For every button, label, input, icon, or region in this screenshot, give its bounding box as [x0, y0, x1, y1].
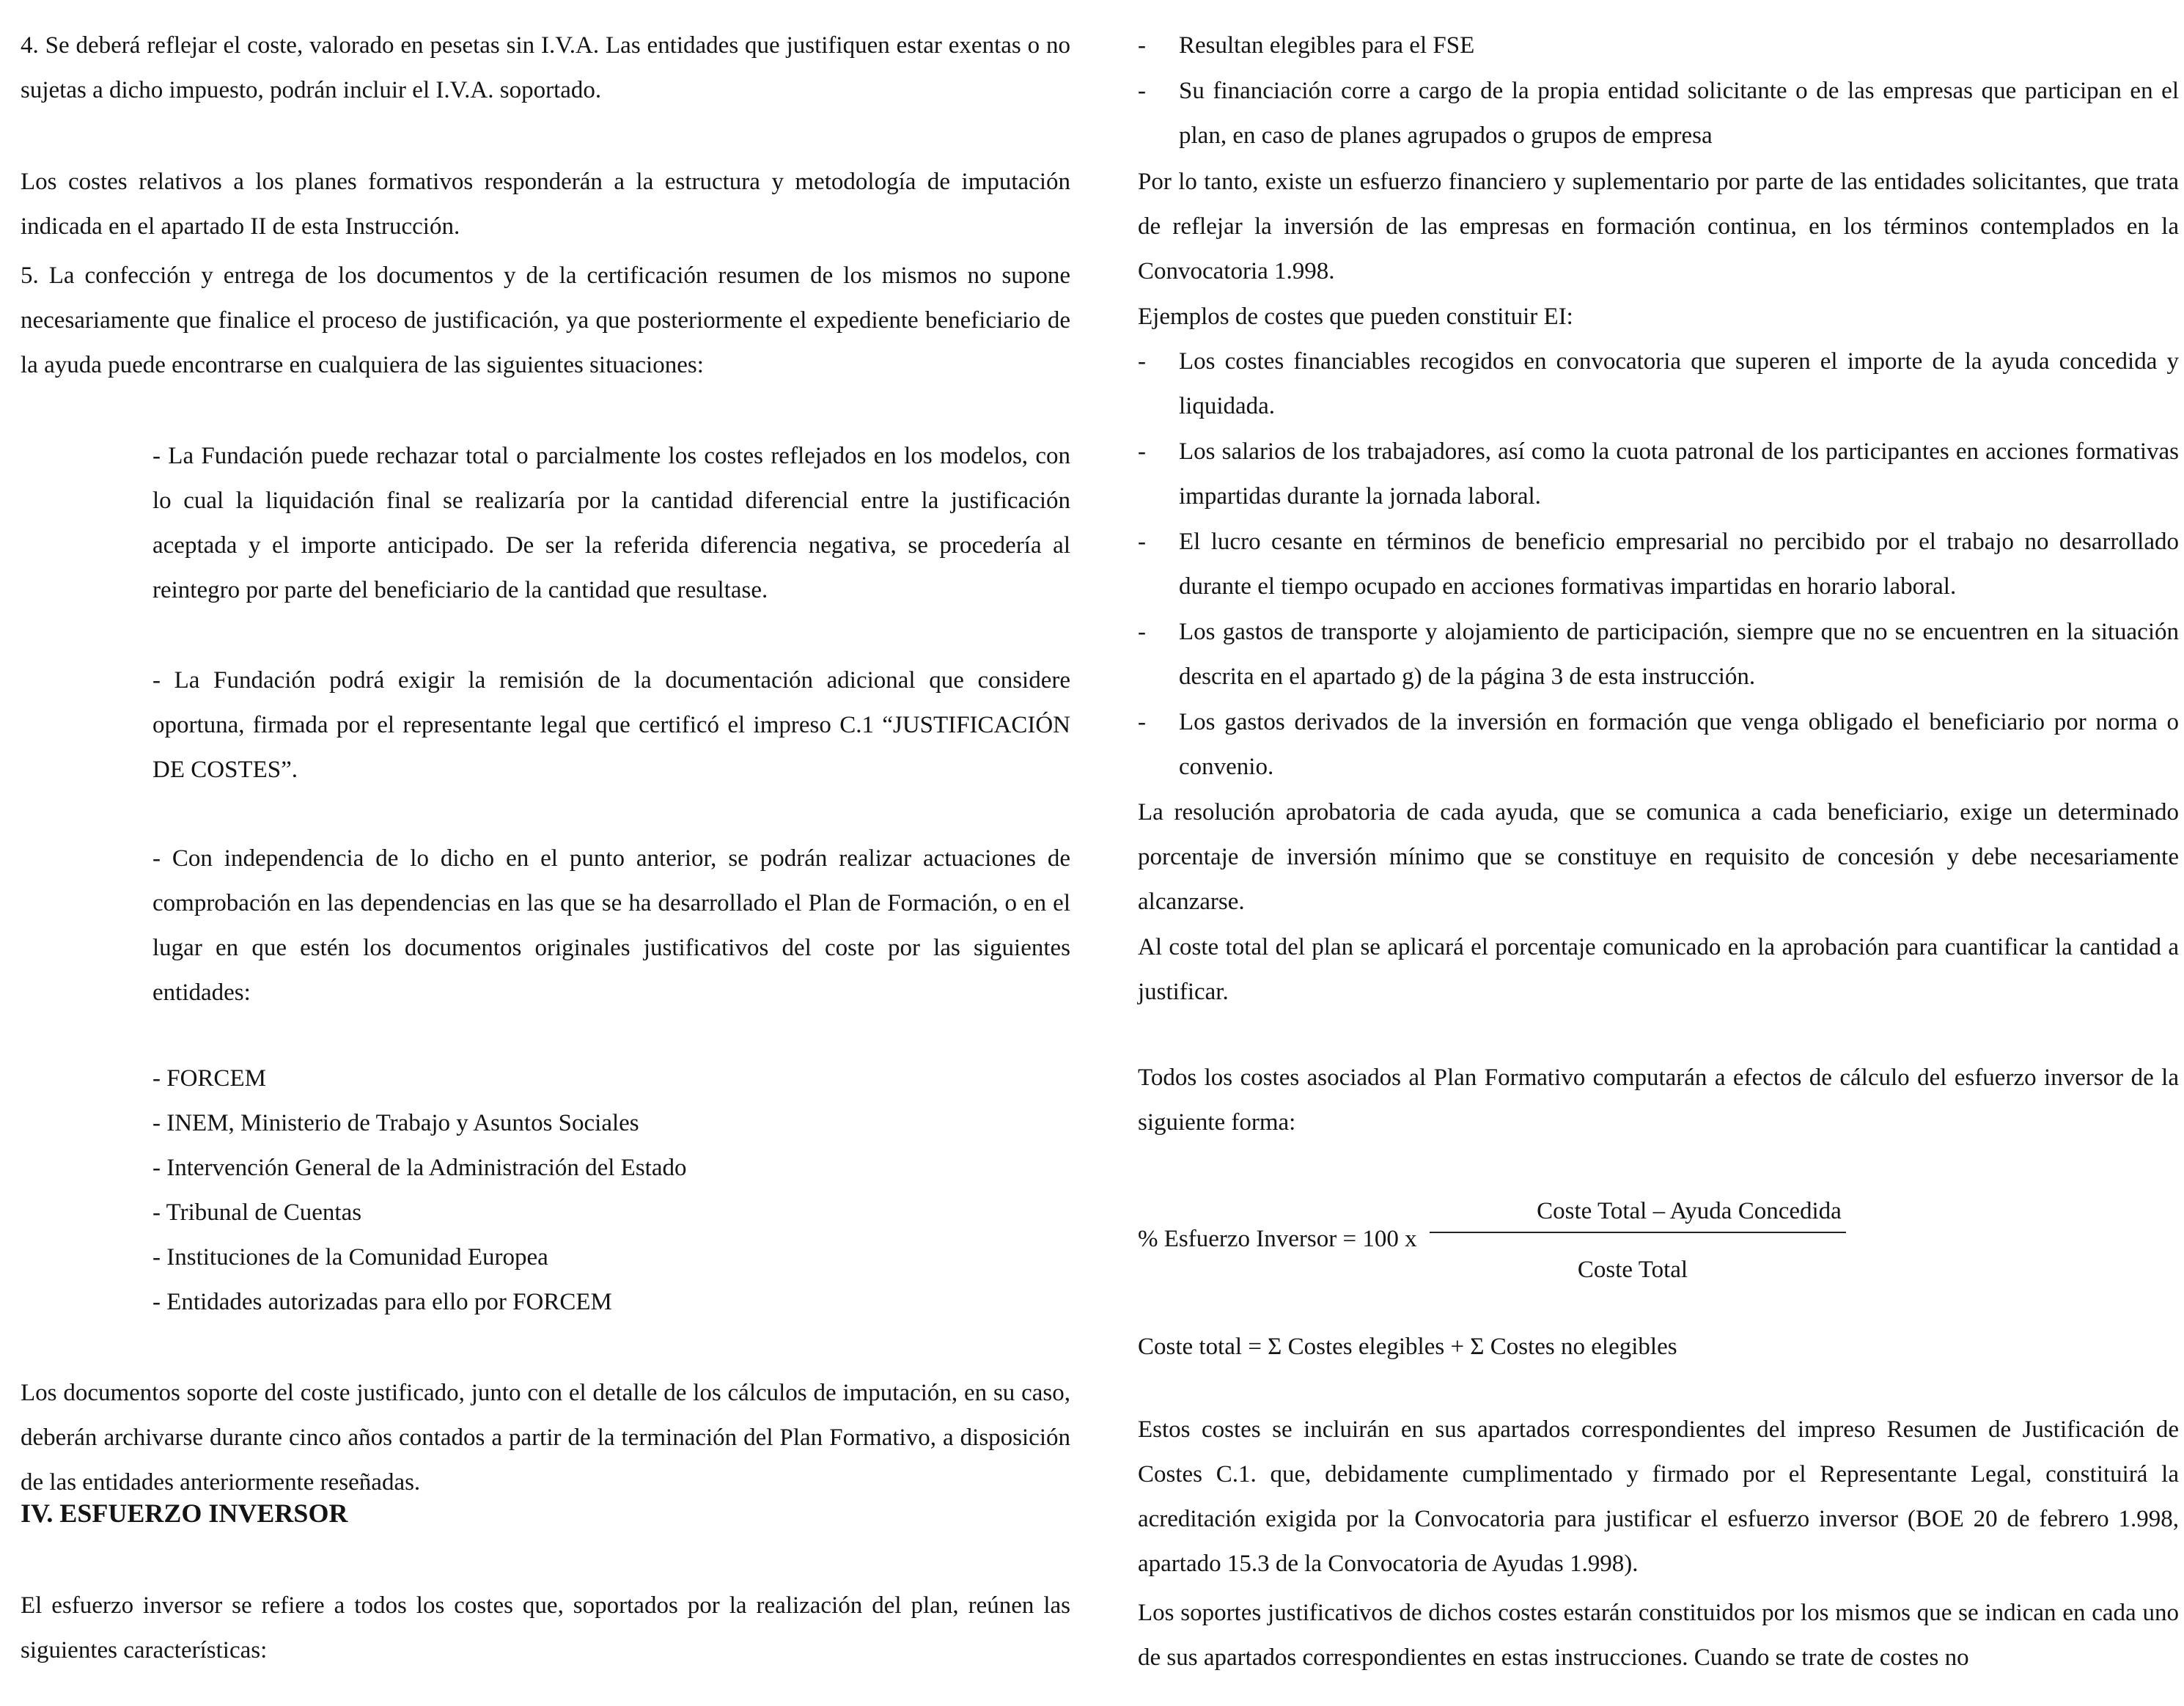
dash-item-text: Los gastos de transporte y alojamiento de participación, siempre que no se encuentren en la situación descrita en el apartado g) de la página 3 de esta instrucción. [1179, 619, 2179, 690]
paragraph-costes-relativos: Los costes relativos a los planes formativos responderán a la estructura y metodología de imputación indicada en el apartado II de esta Instrucción. [21, 169, 1070, 240]
dash-marker: - [1138, 619, 1146, 645]
paragraph-documentos-soporte: Los documentos soporte del coste justificado, junto con el detalle de los cálculos de imputación, en su caso, deberán archivarse durante cinco años contados a partir de la terminación del Plan Formativo, a disposición de las entidades anteriormente reseñadas. [21, 1380, 1070, 1496]
dash-item-text: El lucro cesante en términos de beneficio empresarial no percibido por el trabajo no desarrollado durante el tiempo ocupado en acciones formativas impartidas en horario laboral. [1179, 529, 2179, 600]
dash-item [1138, 430, 2179, 519]
indented-rechazar: - La Fundación puede rechazar total o parcialmente los costes reflejados en los modelos, con lo cual la liquidación final se realizaría por la cantidad diferencial entre la justificación aceptada y el importe anticipado. De ser la referida diferencia negativa, se procedería al reintegro por parte del beneficiario de la cantidad que resultase. [152, 443, 1070, 603]
indented-exigir: - La Fundación podrá exigir la remisión de la documentación adicional que considere oportuna, firmada por el representante legal que certificó el impreso C.1 “JUSTIFICACIÓN DE COSTES”. [152, 667, 1070, 783]
coste-total-equation: Coste total = Σ Costes elegibles + Σ Costes no elegibles [1138, 1334, 1677, 1360]
right-column [1138, 0, 2179, 1706]
formula-numerator: Coste Total – Ayuda Concedida [1537, 1198, 1842, 1224]
paragraph-4: 4. Se deberá reflejar el coste, valorado en pesetas sin I.V.A. Las entidades que justifiquen estar exentas o no sujetas a dicho impuesto, podrán incluir el I.V.A. soportado. [21, 32, 1070, 103]
dash-item [1138, 339, 2179, 429]
dash-marker: - [1138, 78, 1146, 104]
formula-denominator: Coste Total [1577, 1257, 1688, 1283]
dash-item-text: Su financiación corre a cargo de la propia entidad solicitante o de las empresas que participan en el plan, en caso de planes agrupados o grupos de empresa [1179, 78, 2179, 149]
left-column [21, 0, 1070, 1706]
indented-comprobacion: - Con independencia de lo dicho en el punto anterior, se podrán realizar actuaciones de comprobación en las dependencias en las que se ha desarrollado el Plan de Formación, o en el lugar en que estén los documentos originales justificativos del coste por las siguientes entidades: [152, 845, 1070, 1006]
formula-lhs: % Esfuerzo Inversor = 100 x [1138, 1226, 1417, 1252]
esfuerzo-inversor-formula [1138, 1189, 2179, 1292]
dash-item [1138, 23, 2179, 68]
paragraph-5: 5. La confección y entrega de los documentos y de la certificación resumen de los mismos no supone necesariamente que finalice el proceso de justificación, ya que posteriormente el expediente beneficiario de la ayuda puede encontrarse en cualquiera de las siguientes situaciones: [21, 262, 1070, 378]
paragraph-por-lo-tanto: Por lo tanto, existe un esfuerzo financiero y suplementario por parte de las entidades solicitantes, que trata de reflejar la inversión de las empresas en formación continua, en los términos contemplados en la Convocatoria 1.998. [1138, 169, 2179, 284]
dash-marker: - [1138, 438, 1146, 465]
formula-fraction-bar [1430, 1232, 1846, 1233]
dash-item-text: Los salarios de los trabajadores, así como la cuota patronal de los participantes en acciones formativas impartidas durante la jornada laboral. [1179, 438, 2179, 510]
dash-item [1138, 610, 2179, 699]
dash-item-text: Resultan elegibles para el FSE [1179, 32, 1475, 59]
paragraph-coste-total-plan: Al coste total del plan se aplicará el porcentaje comunicado en la aprobación para cuantificar la cantidad a justificar. [1138, 934, 2179, 1005]
dash-item [1138, 520, 2179, 609]
paragraph-todos-los-costes: Todos los costes asociados al Plan Formativo computarán a efectos de cálculo del esfuerzo inversor de la siguiente forma: [1138, 1065, 2179, 1136]
dash-marker: - [1138, 32, 1146, 59]
list-item: - Tribunal de Cuentas [152, 1199, 362, 1226]
dash-item [1138, 69, 2179, 158]
list-item: - Entidades autorizadas para ello por FORCEM [152, 1289, 612, 1315]
paragraph-esfuerzo-inversor: El esfuerzo inversor se refiere a todos los costes que, soportados por la realización del plan, reúnen las siguientes características: [21, 1592, 1070, 1663]
section-heading-esfuerzo-inversor: IV. ESFUERZO INVERSOR [21, 1499, 348, 1528]
dash-marker: - [1138, 709, 1146, 735]
list-item: - FORCEM [152, 1065, 266, 1092]
paragraph-soportes: Los soportes justificativos de dichos costes estarán constituidos por los mismos que se indican en cada uno de sus apartados correspondientes en estas instrucciones. Cuando se trate de costes no [1138, 1600, 2179, 1671]
dash-marker: - [1138, 348, 1146, 375]
paragraph-resolucion: La resolución aprobatoria de cada ayuda, que se comunica a cada beneficiario, exige un determinado porcentaje de inversión mínimo que se constituye en requisito de concesión y debe necesariamente alcanzarse. [1138, 799, 2179, 915]
dash-item [1138, 700, 2179, 790]
list-item: - Intervención General de la Administración del Estado [152, 1155, 687, 1181]
dash-item-text: Los gastos derivados de la inversión en formación que venga obligado el beneficiario por norma o convenio. [1179, 709, 2179, 780]
dash-marker: - [1138, 529, 1146, 555]
list-item: - INEM, Ministerio de Trabajo y Asuntos Sociales [152, 1110, 639, 1136]
paragraph-ejemplos: Ejemplos de costes que pueden constituir EI: [1138, 304, 1573, 330]
list-item: - Instituciones de la Comunidad Europea [152, 1244, 548, 1271]
dash-item-text: Los costes financiables recogidos en convocatoria que superen el importe de la ayuda concedida y liquidada. [1179, 348, 2179, 419]
paragraph-estos-costes: Estos costes se incluirán en sus apartados correspondientes del impreso Resumen de Justificación de Costes C.1. que, debidamente cumplimentado y firmado por el Representante Legal, constituirá la acreditación exigida por la Convocatoria para justificar el esfuerzo inversor (BOE 20 de febrero 1.998, apartado 15.3 de la Convocatoria de Ayudas 1.998). [1138, 1416, 2179, 1577]
